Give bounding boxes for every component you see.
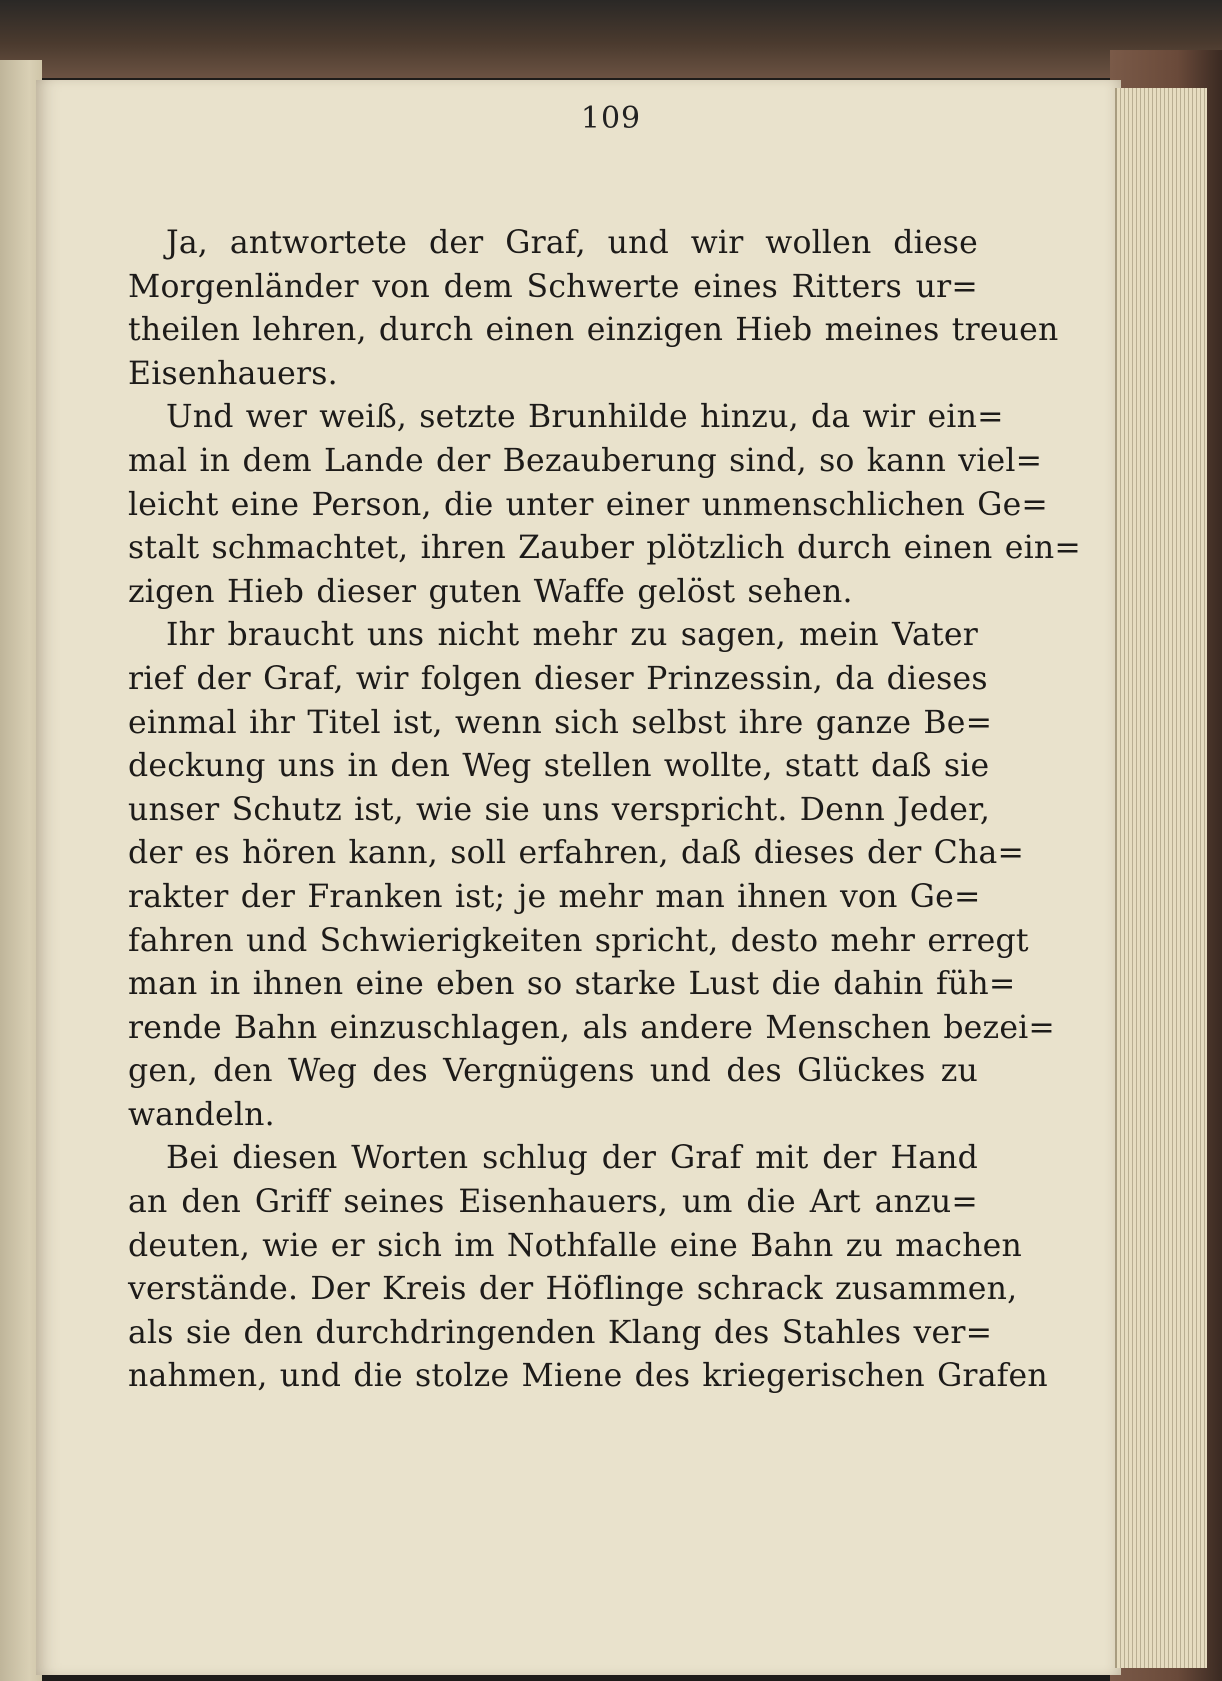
text-line: zigen Hieb dieser guten Waffe gelöst sehen. <box>128 573 853 610</box>
text-line: nahmen, und die stolze Miene des kriegerischen Grafen <box>128 1358 1048 1395</box>
text-line: verstände. Der Kreis der Höflinge schrack zusammen, <box>128 1271 1018 1308</box>
text-line: deuten, wie er sich im Nothfalle eine Bahn zu machen <box>128 1227 1022 1264</box>
text-line: Eisenhauers. <box>128 355 338 392</box>
text-line: unser Schutz ist, wie sie uns verspricht. Denn Jeder, <box>128 791 991 828</box>
text-line: Morgenländer von dem Schwerte eines Ritters ur= <box>128 268 978 305</box>
text-line: gen, den Weg des Vergnügens und des Glückes zu <box>128 1053 978 1090</box>
text-line: leicht eine Person, die unter einer unmenschlichen Ge= <box>128 486 1049 523</box>
page-stack-edges <box>1115 88 1207 1668</box>
body-text <box>128 222 1081 1399</box>
text-line: mal in dem Lande der Bezauberung sind, so kann viel= <box>128 442 1043 479</box>
text-line: rief der Graf, wir folgen dieser Prinzessin, da dieses <box>128 660 988 697</box>
text-line: einmal ihr Titel ist, wenn sich selbst ihre ganze Be= <box>128 704 993 741</box>
text-line: an den Griff seines Eisenhauers, um die Art anzu= <box>128 1184 978 1221</box>
text-line: Ja, antwortete der Graf, und wir wollen diese <box>166 225 978 261</box>
text-line: wandeln. <box>128 1096 275 1133</box>
text-line: Und wer weiß, setzte Brunhilde hinzu, da wir ein= <box>166 399 1004 436</box>
text-line: der es hören kann, soll erfahren, daß dieses der Cha= <box>128 835 1025 872</box>
text-line: Bei diesen Worten schlug der Graf mit der Hand <box>166 1140 978 1177</box>
text-line: deckung uns in den Weg stellen wollte, statt daß sie <box>128 748 990 785</box>
text-line: rende Bahn einzuschlagen, als andere Menschen bezei= <box>128 1009 1056 1046</box>
book-top-edge <box>0 0 1222 78</box>
text-line: rakter der Franken ist; je mehr man ihnen von Ge= <box>128 878 981 915</box>
text-line: stalt schmachtet, ihren Zauber plötzlich durch einen ein= <box>128 530 1081 567</box>
text-line: Ihr braucht uns nicht mehr zu sagen, mein Vater <box>166 617 978 654</box>
text-line: theilen lehren, durch einen einzigen Hieb meines treuen <box>128 312 1059 349</box>
page-number: 109 <box>580 101 642 136</box>
text-line: als sie den durchdringenden Klang des Stahles ver= <box>128 1314 993 1351</box>
text-line: man in ihnen eine eben so starke Lust die dahin füh= <box>128 966 1016 1003</box>
text-line: fahren und Schwierigkeiten spricht, desto mehr erregt <box>128 922 1029 959</box>
